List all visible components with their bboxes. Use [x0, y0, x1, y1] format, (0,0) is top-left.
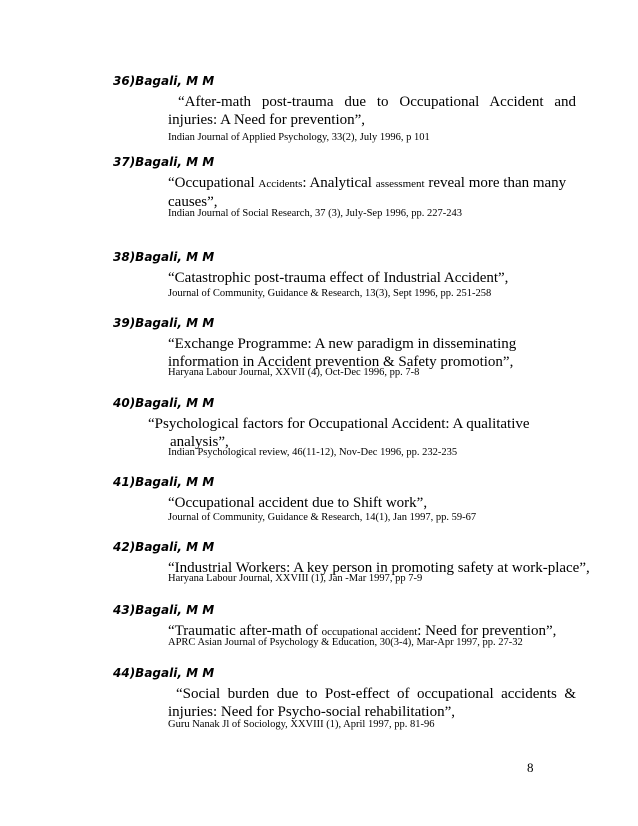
reference-title: “Social burden due to Post-effect of occupational accidents & injuries: Need for Psycho-social rehabilitation”,	[168, 686, 576, 720]
reference-journal: Journal of Community, Guidance & Research, 13(3), Sept 1996, pp. 251-258	[168, 288, 492, 299]
reference-author: 38)Bagali, M M	[113, 250, 215, 264]
reference-journal: Indian Journal of Applied Psychology, 33(2), July 1996, p 101	[168, 132, 430, 143]
reference-author: 41)Bagali, M M	[113, 475, 215, 489]
reference-author: 42)Bagali, M M	[113, 540, 215, 554]
reference-journal: Guru Nanak Jl of Sociology, XXVIII (1), April 1997, pp. 81-96	[168, 719, 435, 730]
reference-author: 40)Bagali, M M	[113, 396, 215, 410]
reference-author: 43)Bagali, M M	[113, 603, 215, 617]
reference-author: 44)Bagali, M M	[113, 666, 215, 680]
reference-journal: Indian Journal of Social Research, 37 (3), July-Sep 1996, pp. 227-243	[168, 208, 462, 219]
reference-journal: APRC Asian Journal of Psychology & Education, 30(3-4), Mar-Apr 1997, pp. 27-32	[168, 637, 523, 648]
reference-title: “Traumatic after-math of occupational accident: Need for prevention”,	[168, 623, 557, 639]
reference-journal: Haryana Labour Journal, XXVII (4), Oct-Dec 1996, pp. 7-8	[168, 367, 420, 378]
reference-journal: Journal of Community, Guidance & Research, 14(1), Jan 1997, pp. 59-67	[168, 512, 477, 523]
reference-title: “Occupational Accidents: Analytical assessment reveal more than many causes”,	[168, 175, 567, 210]
reference-author: 37)Bagali, M M	[113, 155, 215, 169]
reference-journal: Indian Psychological review, 46(11-12), Nov-Dec 1996, pp. 232-235	[168, 447, 458, 458]
reference-author: 36)Bagali, M M	[113, 74, 215, 88]
reference-title: “Industrial Workers: A key person in promoting safety at work-place”,	[168, 560, 590, 576]
reference-journal: Haryana Labour Journal, XXVIII (1), Jan -Mar 1997, pp 7-9	[168, 573, 423, 584]
reference-title: “Exchange Programme: A new paradigm in disseminating information in Accident prevention & Safety promotion”,	[168, 336, 517, 370]
reference-title: “Catastrophic post-trauma effect of Industrial Accident”,	[168, 270, 509, 286]
reference-author: 39)Bagali, M M	[113, 316, 215, 330]
reference-title: “Psychological factors for Occupational Accident: A qualitative analysis”,	[148, 416, 530, 450]
page-number: 8	[527, 760, 534, 775]
reference-title: “Occupational accident due to Shift work”,	[168, 495, 428, 511]
reference-title: “After-math post-trauma due to Occupational Accident and injuries: A Need for prevention”,	[168, 94, 576, 128]
